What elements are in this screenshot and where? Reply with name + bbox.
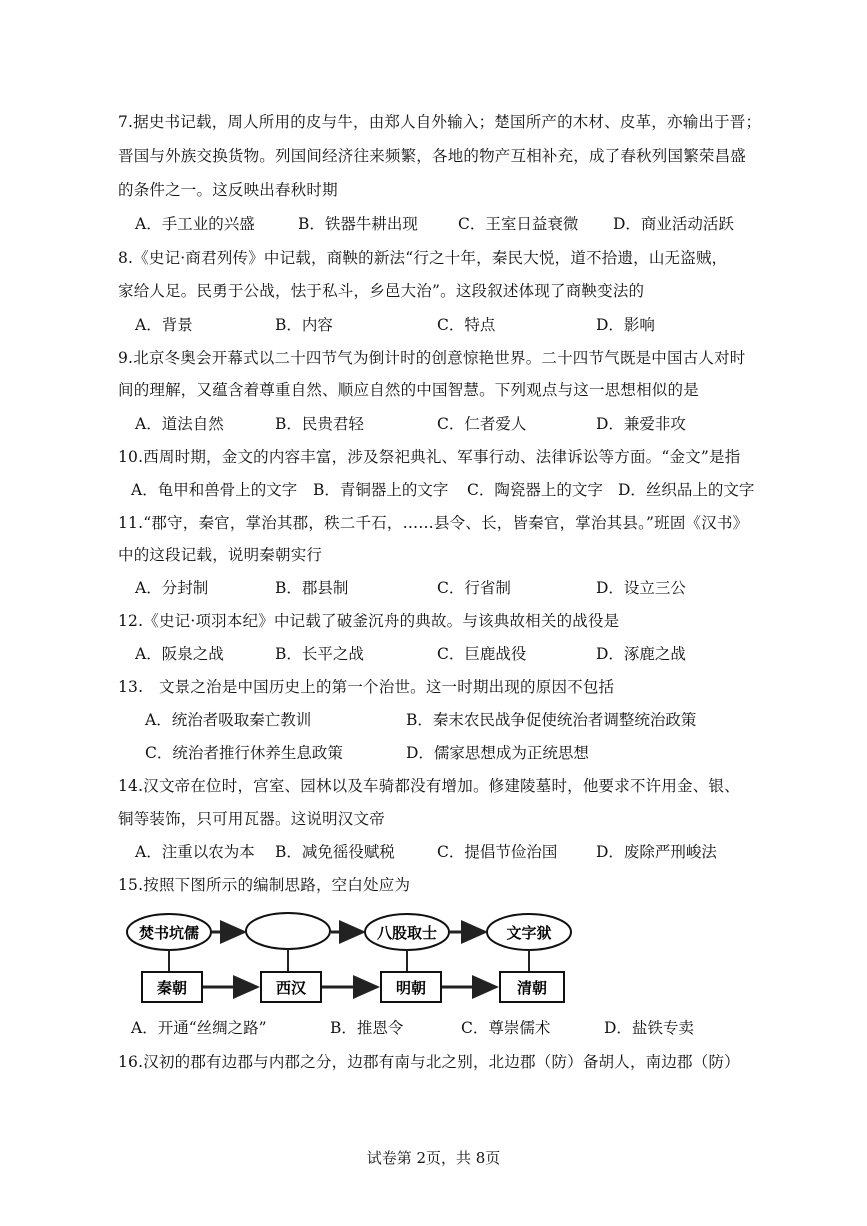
q12-option-a: A．阪泉之战 xyxy=(135,645,224,663)
q9-line-2: 间的理解，又蕴含着尊重自然、顺应自然的中国智慧。下列观点与这一思想相似的是 xyxy=(118,381,699,399)
event-label-4: 文字狱 xyxy=(506,924,552,942)
q14-option-d: D．废除严刑峻法 xyxy=(596,843,717,861)
q13-option-d: D．儒家思想成为正统思想 xyxy=(406,744,589,762)
q11-option-a: A．分封制 xyxy=(135,579,209,597)
dynasty-box-2 xyxy=(261,972,321,1002)
q15-line-1: 15.按照下图所示的编制思路，空白处应为 xyxy=(118,876,411,894)
q11-line-1: 11.“郡守，秦官，掌治其郡，秩二千石，……县令、长，皆秦官，掌治其县。”班固《汉书》 xyxy=(118,514,749,532)
q9-option-b: B．民贵君轻 xyxy=(275,415,364,433)
q12-option-d: D．涿鹿之战 xyxy=(596,645,686,663)
q10-option-c: C．陶瓷器上的文字 xyxy=(467,481,603,499)
event-ellipse-1 xyxy=(127,914,211,950)
dynasty-label-4: 清朝 xyxy=(516,979,548,997)
dynasty-label-1: 秦朝 xyxy=(156,979,188,997)
q7-line-2: 晋国与外族交换货物。列国间经济往来频繁，各地的物产互相补充，成了春秋列国繁荣昌盛 xyxy=(118,147,747,165)
q8-line-2: 家给人足。民勇于公战，怯于私斗，乡邑大治”。这段叙述体现了商鞅变法的 xyxy=(118,282,645,300)
q14-option-a: A．注重以农为本 xyxy=(135,843,255,861)
event-ellipse-3 xyxy=(365,914,449,950)
q8-option-d: D．影响 xyxy=(596,316,655,334)
q15-option-d: D．盐铁专卖 xyxy=(604,1019,694,1037)
q7-option-a: A．手工业的兴盛 xyxy=(135,215,255,233)
q14-option-b: B．减免徭役赋税 xyxy=(275,843,395,861)
q7-option-d: D．商业活动活跃 xyxy=(613,215,734,233)
q11-option-d: D．设立三公 xyxy=(596,579,686,597)
q14-line-2: 铜等装饰，只可用瓦器。这说明汉文帝 xyxy=(118,810,385,828)
q15-option-c: C．尊崇儒术 xyxy=(461,1019,551,1037)
q11-option-b: B．郡县制 xyxy=(275,579,349,597)
q12-line-1: 12.《史记·项羽本纪》中记载了破釜沉舟的典故。与该典故相关的战役是 xyxy=(118,612,620,630)
dynasty-label-3: 明朝 xyxy=(395,979,427,997)
q7-option-c: C．王室日益衰微 xyxy=(458,215,579,233)
q10-line-1: 10.西周时期，金文的内容丰富，涉及祭祀典礼、军事行动、法律诉讼等方面。“金文”是指 xyxy=(118,448,741,466)
q9-option-c: C．仁者爱人 xyxy=(437,415,527,433)
q13-option-a: A．统治者吸取秦亡教训 xyxy=(145,711,312,729)
q10-option-a: A．龟甲和兽骨上的文字 xyxy=(131,481,298,499)
q9-line-1: 9.北京冬奥会开幕式以二十四节气为倒计时的创意惊艳世界。二十四节气既是中国古人对时 xyxy=(118,349,746,367)
q10-option-b: B．青铜器上的文字 xyxy=(313,481,449,499)
q12-option-c: C．巨鹿战役 xyxy=(437,645,527,663)
q15-option-b: B．推恩令 xyxy=(330,1019,404,1037)
q8-line-1: 8.《史记·商君列传》中记载，商鞅的新法“行之十年，秦民大悦，道不拾遗，山无盗贼， xyxy=(118,249,728,267)
event-label-3: 八股取士 xyxy=(376,924,438,942)
q7-option-b: B．铁器牛耕出现 xyxy=(298,215,418,233)
q9-option-a: A．道法自然 xyxy=(135,415,224,433)
dynasty-box-4 xyxy=(500,972,564,1002)
q14-line-1: 14.汉文帝在位时，宫室、园林以及车骑都没有增加。修建陵墓时，他要求不许用金、银、 xyxy=(118,777,740,795)
q11-line-2: 中的这段记载，说明秦朝实行 xyxy=(118,546,323,564)
q13-option-b: B．秦末农民战争促使统治者调整统治政策 xyxy=(406,711,697,729)
q10-option-d: D．丝织品上的文字 xyxy=(618,481,755,499)
q13-line-1: 13. 文景之治是中国历史上的第一个治世。这一时期出现的原因不包括 xyxy=(118,678,615,696)
q7-line-3: 的条件之一。这反映出春秋时期 xyxy=(118,181,338,199)
event-label-1: 焚书坑儒 xyxy=(138,924,200,942)
q15-option-a: A．开通“丝绸之路” xyxy=(131,1019,267,1037)
q9-option-d: D．兼爱非攻 xyxy=(596,415,686,433)
q11-option-c: C．行省制 xyxy=(437,579,511,597)
q12-option-b: B．长平之战 xyxy=(275,645,364,663)
dynasty-label-2: 西汉 xyxy=(275,979,307,997)
q8-option-c: C．特点 xyxy=(437,316,496,334)
dynasty-box-1 xyxy=(142,972,202,1002)
q16-line-1: 16.汉初的郡有边郡与内郡之分，边郡有南与北之别，北边郡（防）备胡人，南边郡（防） xyxy=(118,1053,740,1071)
q7-line-1: 7.据史书记载，周人所用的皮与牛，由郑人自外输入；楚国所产的木材、皮革，亦输出于晋； xyxy=(118,113,762,131)
q8-option-a: A．背景 xyxy=(135,316,193,334)
page-footer: 试卷第 2页，共 8页 xyxy=(366,1149,501,1167)
q8-option-b: B．内容 xyxy=(275,316,333,334)
event-ellipse-blank xyxy=(246,913,330,949)
q13-option-c: C．统治者推行休养生息政策 xyxy=(145,744,343,762)
q14-option-c: C．提倡节俭治国 xyxy=(437,843,558,861)
dynasty-box-3 xyxy=(381,972,441,1002)
dynasty-flow-diagram xyxy=(0,905,867,1015)
event-ellipse-4 xyxy=(487,914,571,950)
